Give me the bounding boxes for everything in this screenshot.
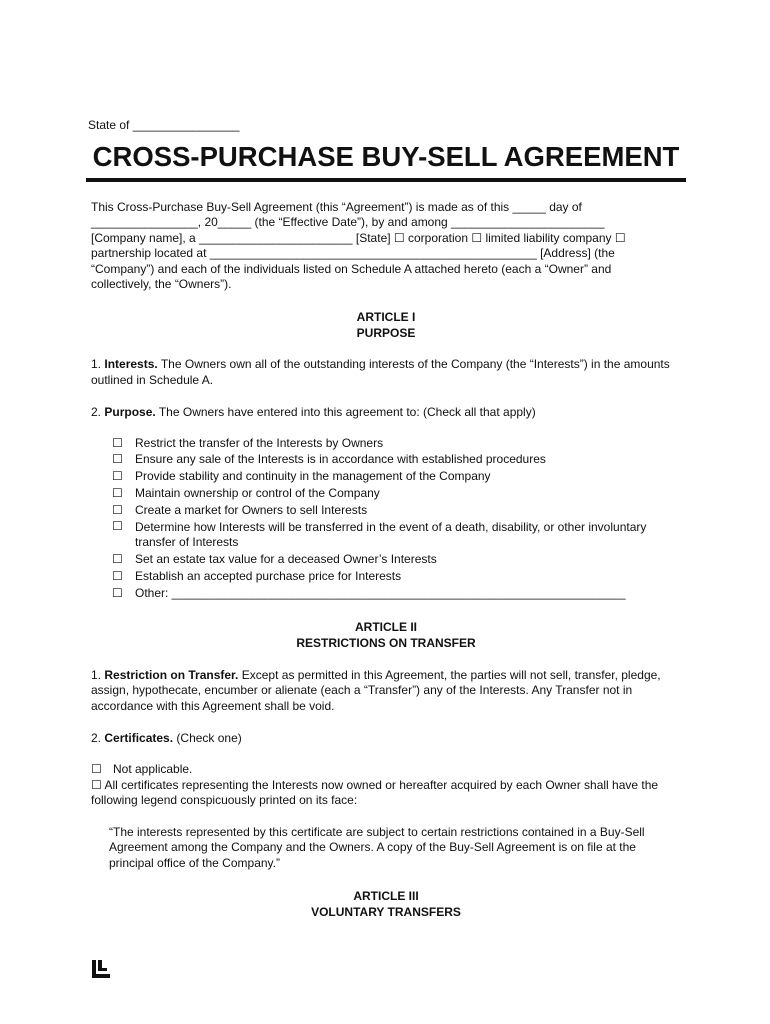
checklist-item [91, 519, 681, 552]
document-body [91, 200, 681, 920]
checklist-item-label: Other: ____________________________________________________________________ [135, 586, 626, 601]
article-3-header [91, 888, 681, 920]
title-rule [86, 178, 686, 182]
checklist-item-label: Provide stability and continuity in the management of the Company [135, 469, 491, 484]
section-number: 1. [91, 357, 102, 372]
checkbox[interactable]: ☐ [112, 469, 123, 484]
intro-line: [Company name], a _______________________ [State] ☐ corporation ☐ limited liability company ☐ [91, 230, 626, 245]
intro-line: collectively, the “Owners”). [91, 277, 232, 292]
checkbox[interactable]: ☐ [91, 762, 102, 777]
lawdistrict-logo-icon [92, 960, 110, 978]
intro-line: “Company”) and each of the individuals listed on Schedule A attached hereto (each a “Owner” and [91, 261, 612, 276]
certificate-option-legend [91, 778, 681, 809]
section-certificates [91, 731, 681, 746]
document-title: CROSS-PURCHASE BUY-SELL AGREEMENT [92, 141, 680, 172]
section-interests [91, 357, 681, 388]
checklist-item [91, 502, 681, 519]
section-text: Except as permitted in this Agreement, the parties will not sell, transfer, pledge, assign, hypothecate, encumber or alienate (each a “Transfer”) any of the Interests. Any Transfer not in accordance with this Agreement shall be void. [91, 667, 661, 713]
checklist-item [91, 485, 681, 502]
checklist-item-label: Maintain ownership or control of the Company [135, 486, 380, 501]
checklist-item [91, 468, 681, 485]
checklist-item-label: Establish an accepted purchase price for Interests [135, 569, 402, 584]
section-number: 2. [91, 731, 102, 746]
intro-line: partnership located at _________________________________________________ [Address] (the [91, 246, 615, 261]
section-title: Certificates. [104, 731, 174, 746]
certificate-option-not-applicable [91, 762, 681, 777]
checklist-item [91, 568, 681, 585]
checklist-item [91, 451, 681, 468]
section-number: 1. [91, 667, 102, 682]
option-label: All certificates representing the Interests now owned or hereafter acquired by each Owner shall have the following legend conspicuously printed on its face: [91, 777, 659, 808]
checkbox[interactable]: ☐ [112, 552, 123, 567]
checkbox[interactable]: ☐ [112, 518, 123, 533]
article-number: ARTICLE I [356, 310, 416, 325]
purpose-checklist [91, 435, 681, 602]
section-text: (Check one) [176, 731, 242, 746]
checklist-item-label: Create a market for Owners to sell Interests [135, 502, 368, 517]
intro-line: This Cross-Purchase Buy-Sell Agreement (this “Agreement”) is made as of this _____ day of [91, 200, 582, 214]
option-label: Not applicable. [113, 762, 193, 777]
intro-line: ________________, 20_____ (the “Effective Date”), by and among _______________________ [91, 215, 605, 230]
checklist-item-label: Determine how Interests will be transferred in the event of a death, disability, or other involuntary transfer of Interests [135, 519, 647, 550]
checkbox[interactable]: ☐ [112, 435, 123, 450]
section-text: The Owners own all of the outstanding interests of the Company (the “Interests”) in the amounts outlined in Schedule A. [91, 357, 670, 387]
checkbox[interactable]: ☐ [112, 452, 123, 467]
article-number: ARTICLE III [353, 888, 419, 903]
article-number: ARTICLE II [355, 619, 417, 634]
section-title: Restriction on Transfer. [104, 667, 239, 682]
checkbox[interactable]: ☐ [91, 777, 102, 792]
checklist-item [91, 435, 681, 452]
checkbox[interactable]: ☐ [112, 502, 123, 517]
checkbox[interactable]: ☐ [112, 586, 123, 601]
article-2-header [91, 619, 681, 651]
checklist-item-label: Set an estate tax value for a deceased Owner’s Interests [135, 552, 437, 567]
checkbox[interactable]: ☐ [112, 569, 123, 584]
article-heading: RESTRICTIONS ON TRANSFER [296, 635, 476, 650]
section-title: Interests. [104, 357, 158, 372]
article-heading: PURPOSE [356, 326, 416, 341]
checklist-item-label: Ensure any sale of the Interests is in accordance with established procedures [135, 452, 546, 467]
article-1-header [91, 309, 681, 341]
section-purpose [91, 405, 681, 420]
checkbox[interactable]: ☐ [112, 486, 123, 501]
legend-quote: “The interests represented by this certificate are subject to certain restrictions contained in a Buy-Sell Agreement among the Company and the Owners. A copy of the Buy-Sell Agreement is on file at the principal office of the Company.” [109, 824, 645, 870]
intro-paragraph [91, 200, 681, 292]
section-title: Purpose. [104, 405, 156, 420]
article-heading: VOLUNTARY TRANSFERS [311, 904, 461, 919]
section-number: 2. [91, 405, 102, 420]
checklist-item [91, 585, 681, 602]
checklist-item [91, 551, 681, 568]
state-line: State of ________________ [88, 118, 240, 132]
section-text: The Owners have entered into this agreement to: (Check all that apply) [158, 405, 536, 420]
checklist-item-label: Restrict the transfer of the Interests by Owners [135, 435, 384, 450]
section-restriction-on-transfer [91, 668, 681, 714]
